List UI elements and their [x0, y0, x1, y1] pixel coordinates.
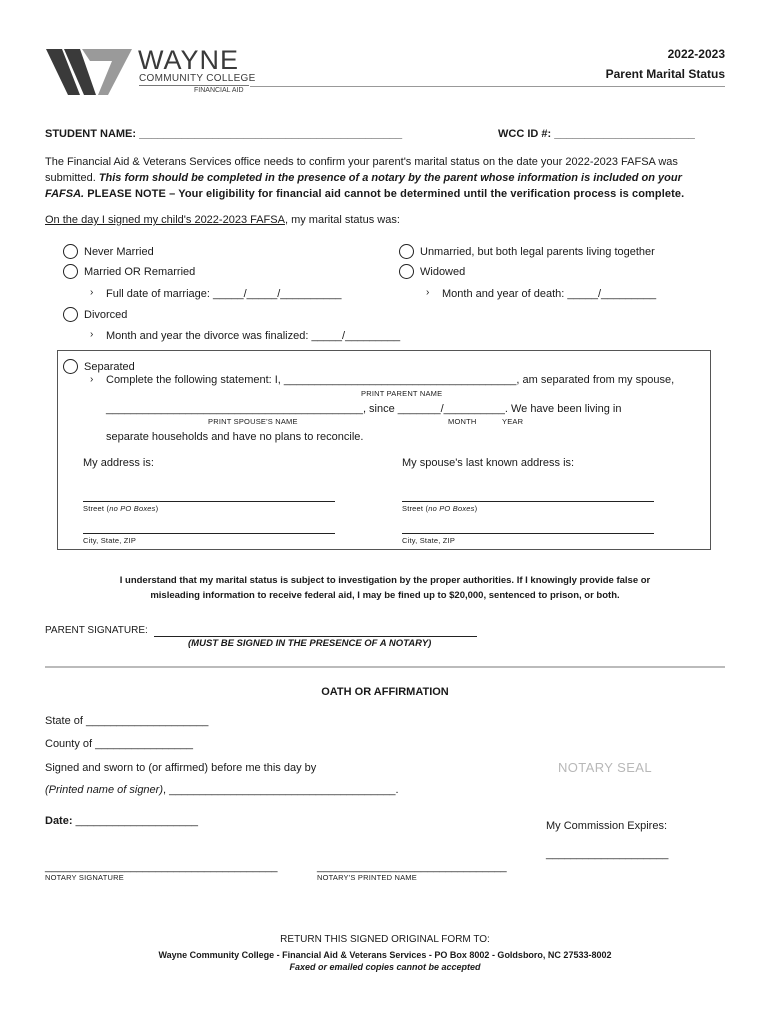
- status-prompt: [45, 214, 400, 226]
- my-city-caption: City, State, ZIP: [83, 536, 137, 545]
- divorced-label: Divorced: [84, 309, 128, 321]
- date-field[interactable]: [45, 815, 198, 827]
- unmarried-label: Unmarried, but both legal parents living together: [420, 246, 655, 258]
- my-street-caption: Street (no PO Boxes): [83, 504, 159, 513]
- never-married-radio[interactable]: [63, 244, 78, 259]
- disclaimer: [45, 573, 725, 603]
- unmarried-radio[interactable]: [399, 244, 414, 259]
- parent-signature-line[interactable]: [154, 636, 477, 637]
- wcc-id-field[interactable]: WCC ID #: _______________________: [498, 128, 695, 140]
- disclaimer-line-2: misleading information to receive federal aid, I may be fined up to $20,000, sentenced to prison, or both.: [150, 590, 620, 601]
- death-arrow-icon: ›: [426, 287, 430, 298]
- status-prompt-underlined: On the day I signed my child's 2022-2023 FAFSA: [45, 214, 285, 226]
- print-spouse-name-caption: PRINT SPOUSE'S NAME: [208, 417, 298, 426]
- intro-line-3-note: PLEASE NOTE – Your eligibility for financial aid cannot be determined until the verification process is complete.: [87, 188, 685, 200]
- commission-line[interactable]: ____________________: [546, 848, 669, 860]
- my-address-label: My address is:: [83, 457, 154, 469]
- divorced-radio[interactable]: [63, 307, 78, 322]
- separated-arrow-icon: ›: [90, 374, 94, 385]
- marriage-arrow-icon: ›: [90, 287, 94, 298]
- fax-note: Faxed or emailed copies cannot be accepted: [289, 962, 481, 972]
- date-line: ____________________: [75, 815, 198, 827]
- print-parent-name-caption: PRINT PARENT NAME: [361, 389, 443, 398]
- separated-section: [57, 350, 711, 550]
- intro-line-3-fafsa: FAFSA.: [45, 188, 85, 200]
- separated-radio[interactable]: [63, 359, 78, 374]
- separated-statement[interactable]: Complete the following statement: I, ______________________________________, am separated from my spouse,: [106, 374, 675, 386]
- year-caption: YEAR: [502, 417, 524, 426]
- spouse-name-line[interactable]: __________________________________________, since _______/__________. We have been living in: [106, 403, 622, 415]
- intro-line-1: The Financial Aid & Veterans Services office needs to confirm your parent's marital status on the date your 2022-2023 FAFSA was: [45, 156, 678, 168]
- wayne-logo-mark-icon: [46, 49, 132, 97]
- commission-label: My Commission Expires:: [546, 820, 668, 832]
- intro-paragraph: [45, 154, 735, 202]
- printed-name-label: (Printed name of signer): [45, 784, 163, 796]
- notary-signature-caption: NOTARY SIGNATURE: [45, 873, 124, 882]
- form-title: Parent Marital Status: [605, 67, 725, 81]
- return-address: Wayne Community College - Financial Aid & Veterans Services - PO Box 8002 - Goldsboro, NC 27533-8002: [158, 950, 612, 960]
- header-divider: [250, 86, 725, 87]
- marriage-date-field[interactable]: Full date of marriage: _____/_____/__________: [106, 288, 342, 300]
- sworn-statement: Signed and sworn to (or affirmed) before me this day by: [45, 762, 317, 774]
- never-married-label: Never Married: [84, 246, 154, 258]
- death-date-field[interactable]: Month and year of death: _____/_________: [442, 288, 657, 300]
- married-label: Married OR Remarried: [84, 266, 196, 278]
- logo-college-text: COMMUNITY COLLEGE: [139, 73, 256, 84]
- divorce-arrow-icon: ›: [90, 329, 94, 340]
- logo-wayne-text: WAYNE: [138, 45, 240, 75]
- notary-signature-line[interactable]: ______________________________________: [45, 861, 278, 873]
- state-field[interactable]: State of ____________________: [45, 715, 209, 727]
- college-logo: [46, 47, 256, 99]
- separated-label: Separated: [84, 361, 135, 373]
- widowed-label: Widowed: [420, 266, 466, 278]
- parent-signature-label: PARENT SIGNATURE:: [45, 625, 148, 636]
- logo-dept-text: FINANCIAL AID: [194, 87, 244, 94]
- spouse-street-caption: Street (no PO Boxes): [402, 504, 478, 513]
- divorce-date-field[interactable]: Month and year the divorce was finalized: _____/_________: [106, 330, 401, 342]
- county-field[interactable]: County of ________________: [45, 738, 194, 750]
- spouse-address-label: My spouse's last known address is:: [402, 457, 575, 469]
- student-name-field[interactable]: STUDENT NAME: ___________________________________________: [45, 128, 403, 140]
- disclaimer-line-1: I understand that my marital status is subject to investigation by the proper authorities. If I knowingly provide false or: [119, 575, 651, 586]
- signature-note: (MUST BE SIGNED IN THE PRESENCE OF A NOTARY): [188, 638, 432, 649]
- notary-printed-caption: NOTARY'S PRINTED NAME: [317, 873, 417, 882]
- status-prompt-rest: , my marital status was:: [284, 214, 400, 226]
- widowed-radio[interactable]: [399, 264, 414, 279]
- section-divider: [45, 666, 725, 668]
- notary-seal: NOTARY SEAL: [558, 760, 652, 775]
- return-instructions: RETURN THIS SIGNED ORIGINAL FORM TO:: [280, 934, 490, 945]
- form-year: 2022-2023: [667, 47, 725, 61]
- married-radio[interactable]: [63, 264, 78, 279]
- separated-line-3: separate households and have no plans to reconcile.: [106, 431, 364, 443]
- date-label: Date:: [45, 815, 73, 827]
- spouse-city-caption: City, State, ZIP: [402, 536, 456, 545]
- notary-printed-line[interactable]: _______________________________: [317, 861, 507, 873]
- intro-line-2-bold: This form should be completed in the presence of a notary by the parent whose information is included on your: [98, 172, 682, 184]
- spouse-street-line[interactable]: [402, 501, 654, 502]
- month-caption: MONTH: [448, 417, 477, 426]
- my-street-line[interactable]: [83, 501, 335, 502]
- oath-title: OATH OR AFFIRMATION: [321, 686, 449, 698]
- printed-name-field[interactable]: [45, 784, 399, 796]
- spouse-city-line[interactable]: [402, 533, 654, 534]
- my-city-line[interactable]: [83, 533, 335, 534]
- printed-name-line: , _____________________________________.: [163, 784, 399, 796]
- intro-line-2-plain: submitted.: [45, 172, 96, 184]
